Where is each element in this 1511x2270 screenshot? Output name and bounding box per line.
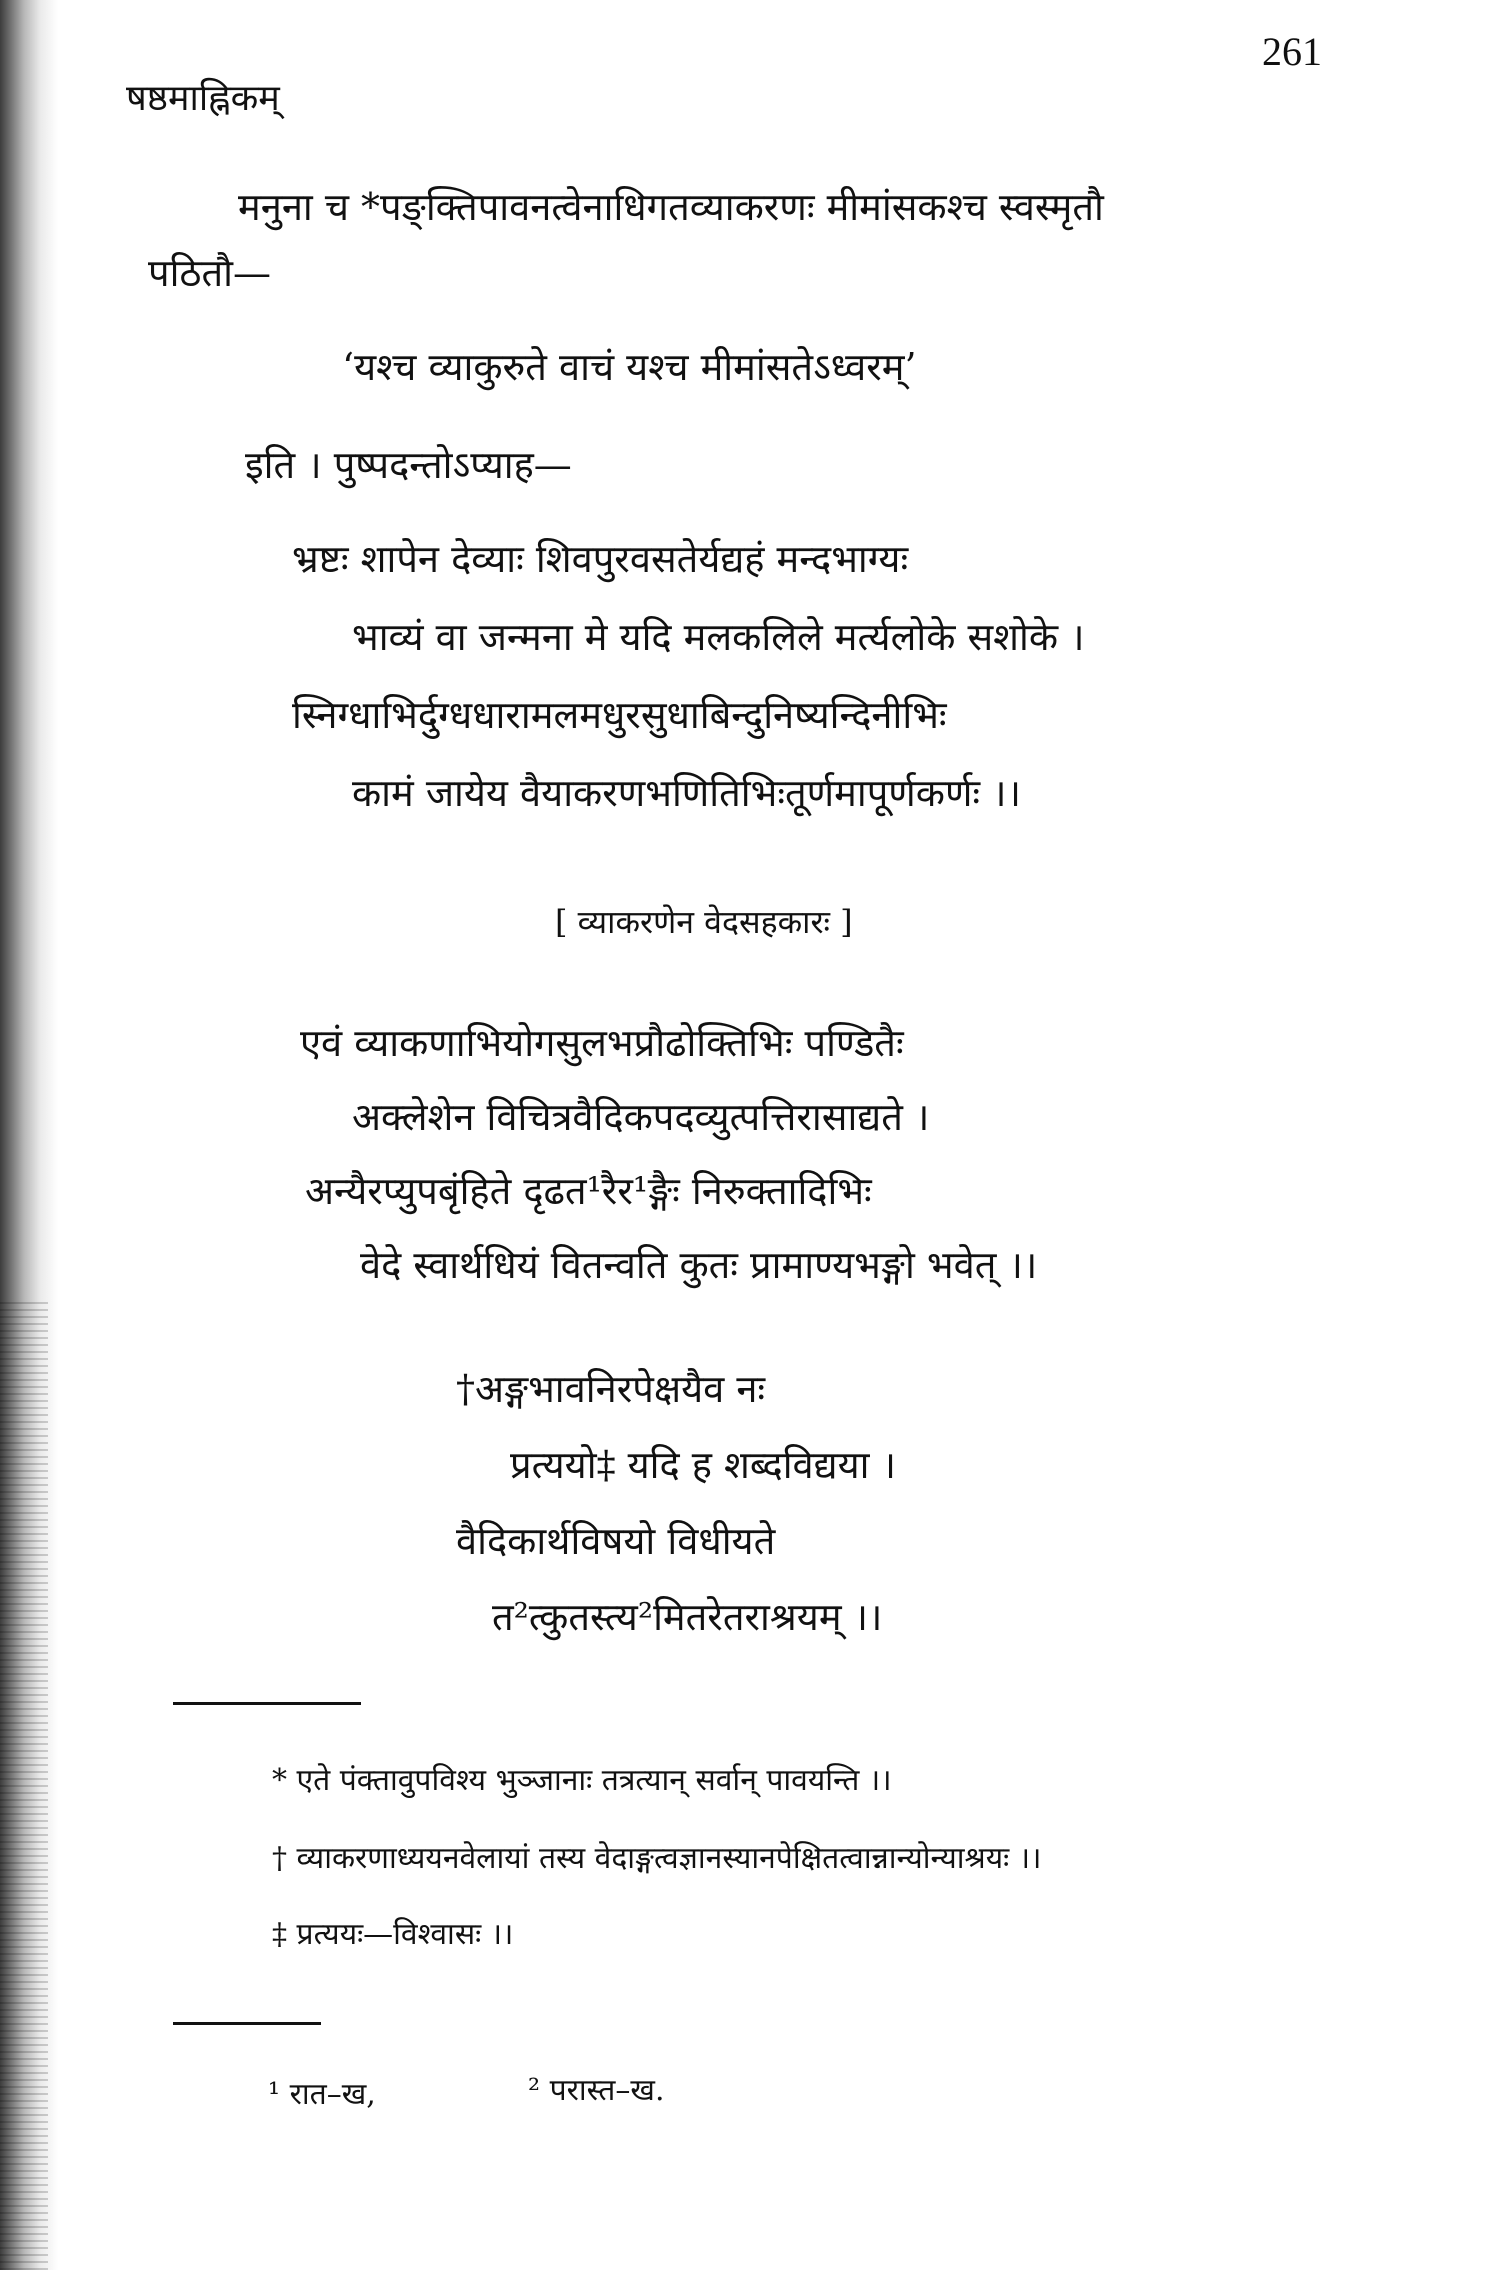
verse-line: वैदिकार्थविषयो विधीयते: [456, 1519, 776, 1563]
paragraph-line: पठितौ—: [148, 251, 272, 295]
verse-line: कामं जायेय वैयाकरणभणितिभिःतूर्णमापूर्णकर्णः ।।: [352, 771, 1021, 815]
verse-line: भ्रष्टः शापेन देव्याः शिवपुरवसतेर्यद्यहं मन्दभाग्यः: [292, 537, 909, 581]
footnote: * एते पंक्तावुपविश्य भुञ्जानाः तत्रत्यान् सर्वान् पावयन्ति ।।: [272, 1763, 892, 1798]
variant-note: ² परास्त–ख.: [528, 2073, 665, 2108]
page-number: 261: [1262, 29, 1322, 74]
paragraph-line: मनुना च *पङ्क्तिपावनत्वेनाधिगतव्याकरणः मीमांसकश्च स्वस्मृतौ: [238, 185, 1104, 229]
iti-line: इति । पुष्पदन्तोऽप्याह—: [245, 443, 572, 487]
footnote: ‡ प्रत्ययः—विश्वासः ।।: [272, 1917, 514, 1952]
variant-note: ¹ रात–ख,: [268, 2077, 376, 2112]
verse-line: †अङ्गभावनिरपेक्षयैव नः: [456, 1367, 766, 1411]
footnote-rule: [173, 1702, 361, 1705]
variant-notes-rule: [173, 2022, 321, 2025]
binding-texture: [0, 1300, 48, 2270]
verse-line: भाव्यं वा जन्मना मे यदि मलकलिले मर्त्यलोके सशोके ।: [352, 615, 1085, 659]
verse-line: एवं व्याकणाभियोगसुलभप्रौढोक्तिभिः पण्डितैः: [300, 1021, 904, 1065]
verse-line: स्निग्धाभिर्दुग्धधारामलमधुरसुधाबिन्दुनिष्यन्दिनीभिः: [292, 693, 947, 737]
verse-line: प्रत्ययो‡ यदि ह शब्दविद्यया ।: [510, 1443, 896, 1487]
verse-line: वेदे स्वार्थधियं वितन्वति कुतः प्रामाण्यभङ्गो भवेत् ।।: [360, 1243, 1038, 1287]
section-heading: [ व्याकरणेन वेदसहकारः ]: [555, 903, 853, 941]
quote-line: ‘यश्च व्याकुरुते वाचं यश्च मीमांसतेऽध्वरम्’: [342, 345, 917, 389]
verse-line: अन्यैरप्युपबृंहिते दृढत¹रैर¹ङ्गैः निरुक्तादिभिः: [305, 1169, 872, 1213]
verse-line: अक्लेशेन विचित्रवैदिकपदव्युत्पत्तिरासाद्यते ।: [352, 1095, 930, 1139]
verse-line: त²त्कुतस्त्य²मितरेतराश्रयम् ।।: [492, 1595, 883, 1639]
footnote: † व्याकरणाध्ययनवेलायां तस्य वेदाङ्गत्वज्ञानस्यानपेक्षितत्वान्नान्योन्याश्रयः ।।: [272, 1841, 1042, 1876]
running-head: षष्ठमाह्निकम्: [126, 78, 280, 119]
